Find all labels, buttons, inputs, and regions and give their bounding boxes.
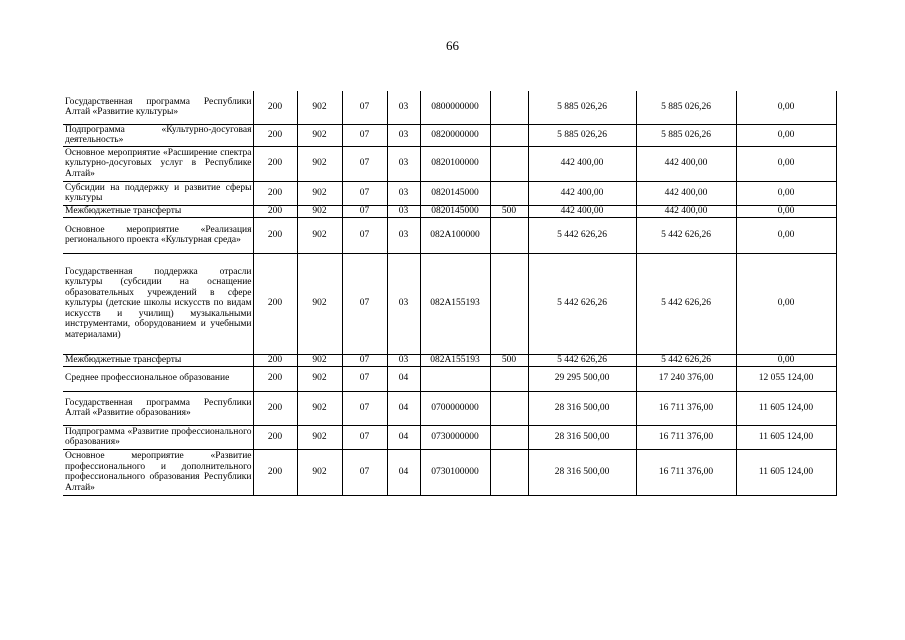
- amount-federal-cell: 5 885 026,26: [636, 124, 736, 146]
- admin-code-cell: 200: [253, 205, 297, 217]
- target-article-code-cell: 0800000000: [420, 91, 490, 124]
- admin-code-cell: 200: [253, 91, 297, 124]
- row-name-cell: Основное мероприятие «Реализация регионального проекта «Культурная среда»: [63, 217, 253, 253]
- row-name-cell: Субсидии на поддержку и развитие сферы культуры: [65, 182, 252, 203]
- expense-type-code-cell: [490, 91, 528, 124]
- amount-total-cell: 5 885 026,26: [528, 91, 636, 124]
- amount-regional-cell: 0,00: [736, 217, 836, 253]
- amount-regional-cell: 0,00: [736, 181, 836, 205]
- amount-regional-cell: 0,00: [736, 91, 836, 124]
- expense-type-code-cell: [490, 253, 528, 354]
- row-name-cell: Межбюджетные трансферты: [63, 354, 253, 366]
- amount-regional-cell: 11 605 124,00: [736, 449, 836, 495]
- table-row: [63, 425, 836, 449]
- department-code-cell: 902: [297, 205, 342, 217]
- admin-code-cell: 200: [253, 391, 297, 425]
- page-number: 66: [446, 38, 459, 53]
- admin-code-cell: 200: [253, 181, 297, 205]
- row-name-cell: Государственная поддержка отрасли культуры (субсидии на оснащение образовательных учреждений в сфере культуры (детские школы искусств по видам искусств и училищ) музыкальными инструментами, оборудованием и учебными материалами): [63, 253, 253, 354]
- amount-regional-cell: 0,00: [736, 205, 836, 217]
- section-code-cell: 07: [342, 91, 387, 124]
- target-article-code-cell: 0700000000: [420, 391, 490, 425]
- section-code-cell: 07: [342, 425, 387, 449]
- amount-total-cell: 28 316 500,00: [528, 449, 636, 495]
- budget-table: [63, 91, 837, 496]
- department-code-cell: 902: [297, 181, 342, 205]
- department-code-cell: 902: [297, 124, 342, 146]
- subsection-code-cell: 03: [387, 205, 420, 217]
- table-row: [63, 449, 836, 495]
- department-code-cell: 902: [297, 425, 342, 449]
- expense-type-code-cell: [490, 366, 528, 391]
- department-code-cell: 902: [297, 91, 342, 124]
- expense-type-code-cell: [490, 146, 528, 181]
- department-code-cell: 902: [297, 366, 342, 391]
- department-code-cell: 902: [297, 354, 342, 366]
- table-row: [63, 391, 836, 425]
- amount-regional-cell: 0,00: [736, 354, 836, 366]
- section-code-cell: 07: [342, 391, 387, 425]
- table-row: [63, 354, 836, 366]
- amount-federal-cell: 442 400,00: [636, 181, 736, 205]
- amount-regional-cell: 0,00: [736, 253, 836, 354]
- amount-federal-cell: 16 711 376,00: [636, 425, 736, 449]
- amount-total-cell: 5 442 626,26: [528, 217, 636, 253]
- expense-type-code-cell: [490, 391, 528, 425]
- target-article-code-cell: 082A155193: [420, 253, 490, 354]
- amount-federal-cell: 5 442 626,26: [636, 217, 736, 253]
- target-article-code-cell: 082A100000: [420, 217, 490, 253]
- subsection-code-cell: 03: [387, 91, 420, 124]
- target-article-code-cell: 0820145000: [420, 205, 490, 217]
- amount-total-cell: 5 442 626,26: [528, 253, 636, 354]
- admin-code-cell: 200: [253, 366, 297, 391]
- amount-federal-cell: 5 442 626,26: [636, 354, 736, 366]
- subsection-code-cell: 04: [387, 425, 420, 449]
- row-name-cell: Среднее профессиональное образование: [63, 366, 253, 391]
- amount-federal-cell: 5 885 026,26: [636, 91, 736, 124]
- expense-type-code-cell: [490, 124, 528, 146]
- table-row: [63, 146, 836, 181]
- target-article-code-cell: 0820145000: [420, 181, 490, 205]
- target-article-code-cell: 082A155193: [420, 354, 490, 366]
- expense-type-code-cell: 500: [490, 205, 528, 217]
- admin-code-cell: 200: [253, 253, 297, 354]
- section-code-cell: 07: [342, 217, 387, 253]
- table-row: [63, 253, 836, 354]
- amount-total-cell: 29 295 500,00: [528, 366, 636, 391]
- table-row: [63, 217, 836, 253]
- admin-code-cell: 200: [253, 449, 297, 495]
- section-code-cell: 07: [342, 124, 387, 146]
- row-name-cell: Основное мероприятие «Развитие профессионального и дополнительного профессионального образования Республики Алтай»: [63, 449, 253, 495]
- expense-type-code-cell: 500: [490, 354, 528, 366]
- subsection-code-cell: 03: [387, 253, 420, 354]
- department-code-cell: 902: [297, 146, 342, 181]
- row-name-cell: Государственная программа Республики Алтай «Развитие образования»: [63, 391, 253, 425]
- expense-type-code-cell: [490, 181, 528, 205]
- section-code-cell: 07: [342, 253, 387, 354]
- amount-total-cell: 28 316 500,00: [528, 425, 636, 449]
- admin-code-cell: 200: [253, 217, 297, 253]
- amount-federal-cell: 442 400,00: [636, 205, 736, 217]
- department-code-cell: 902: [297, 391, 342, 425]
- section-code-cell: 07: [342, 205, 387, 217]
- amount-total-cell: 442 400,00: [528, 181, 636, 205]
- department-code-cell: 902: [297, 449, 342, 495]
- table-row: [63, 124, 836, 146]
- section-code-cell: 07: [342, 366, 387, 391]
- amount-federal-cell: 17 240 376,00: [636, 366, 736, 391]
- expense-type-code-cell: [490, 217, 528, 253]
- admin-code-cell: 200: [253, 146, 297, 181]
- admin-code-cell: 200: [253, 354, 297, 366]
- department-code-cell: 902: [297, 253, 342, 354]
- row-name-cell: Межбюджетные трансферты: [63, 205, 253, 217]
- row-name-cell: Основное мероприятие «Расширение спектра культурно-досуговых услуг в Республике Алтай»: [63, 146, 253, 181]
- amount-federal-cell: 5 442 626,26: [636, 253, 736, 354]
- table-row: [63, 181, 836, 205]
- expense-type-code-cell: [490, 449, 528, 495]
- subsection-code-cell: 04: [387, 449, 420, 495]
- row-name-cell: Подпрограмма «Культурно-досуговая деятельность»: [65, 124, 252, 145]
- amount-total-cell: 442 400,00: [528, 146, 636, 181]
- target-article-code-cell: 0730100000: [420, 449, 490, 495]
- amount-regional-cell: 12 055 124,00: [736, 366, 836, 391]
- amount-regional-cell: 11 605 124,00: [736, 425, 836, 449]
- subsection-code-cell: 04: [387, 391, 420, 425]
- row-name-cell: Подпрограмма «Развитие профессионального образования»: [65, 426, 252, 447]
- subsection-code-cell: 03: [387, 146, 420, 181]
- amount-total-cell: 28 316 500,00: [528, 391, 636, 425]
- department-code-cell: 902: [297, 217, 342, 253]
- subsection-code-cell: 04: [387, 366, 420, 391]
- amount-total-cell: 5 442 626,26: [528, 354, 636, 366]
- table-row: [63, 91, 836, 124]
- section-code-cell: 07: [342, 146, 387, 181]
- amount-total-cell: 442 400,00: [528, 205, 636, 217]
- amount-federal-cell: 16 711 376,00: [636, 449, 736, 495]
- target-article-code-cell: 0820100000: [420, 146, 490, 181]
- row-name-cell: Государственная программа Республики Алтай «Развитие культуры»: [63, 91, 253, 124]
- target-article-code-cell: [420, 366, 490, 391]
- table-row: [63, 366, 836, 391]
- subsection-code-cell: 03: [387, 354, 420, 366]
- subsection-code-cell: 03: [387, 217, 420, 253]
- section-code-cell: 07: [342, 354, 387, 366]
- section-code-cell: 07: [342, 449, 387, 495]
- table-row: [63, 205, 836, 217]
- admin-code-cell: 200: [253, 124, 297, 146]
- target-article-code-cell: 0820000000: [420, 124, 490, 146]
- amount-regional-cell: 0,00: [736, 146, 836, 181]
- amount-federal-cell: 16 711 376,00: [636, 391, 736, 425]
- amount-total-cell: 5 885 026,26: [528, 124, 636, 146]
- subsection-code-cell: 03: [387, 124, 420, 146]
- section-code-cell: 07: [342, 181, 387, 205]
- amount-regional-cell: 0,00: [736, 124, 836, 146]
- amount-federal-cell: 442 400,00: [636, 146, 736, 181]
- expense-type-code-cell: [490, 425, 528, 449]
- amount-regional-cell: 11 605 124,00: [736, 391, 836, 425]
- subsection-code-cell: 03: [387, 181, 420, 205]
- admin-code-cell: 200: [253, 425, 297, 449]
- target-article-code-cell: 0730000000: [420, 425, 490, 449]
